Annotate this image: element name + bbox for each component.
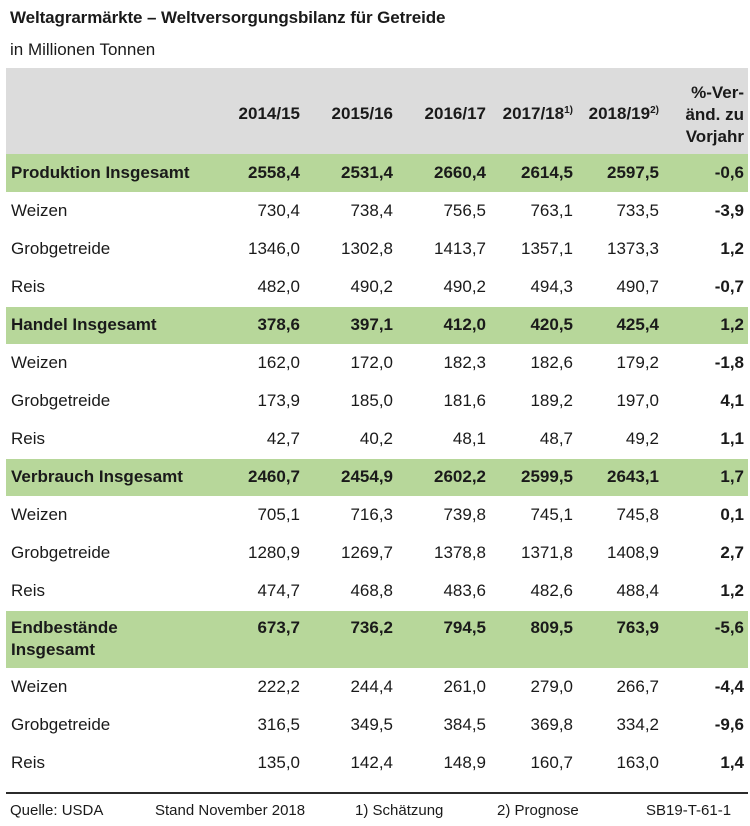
footer-code: SB19-T-61-1 — [646, 802, 732, 819]
column-header-change: %-Ver-änd. zu Vorjahr — [685, 83, 744, 146]
row-label: Weizen — [6, 496, 210, 534]
change-cell: 1,2 — [663, 572, 748, 610]
value-cell: 763,9 — [616, 617, 659, 637]
row-label: Grobgetreide — [6, 534, 210, 572]
value-cell: 474,7 — [210, 572, 304, 610]
value-cell: 2599,5 — [521, 467, 573, 487]
footer-note-estimate: 1) Schätzung — [355, 802, 444, 819]
value-cell: 279,0 — [490, 668, 577, 706]
row-label: Weizen — [6, 192, 210, 230]
value-cell: 1302,8 — [304, 230, 397, 268]
change-cell: -0,7 — [663, 268, 748, 306]
change-cell: 1,4 — [663, 744, 748, 782]
value-cell: 197,0 — [577, 382, 663, 420]
change-cell: 1,1 — [663, 420, 748, 458]
supply-balance-table — [6, 68, 748, 783]
change-cell: 0,1 — [663, 496, 748, 534]
value-cell: 162,0 — [210, 344, 304, 382]
value-cell: 369,8 — [490, 706, 577, 744]
value-cell: 673,7 — [257, 617, 300, 637]
value-cell: 222,2 — [210, 668, 304, 706]
value-cell: 182,3 — [397, 344, 490, 382]
column-header: 2018/19$^{2)}$ — [588, 104, 659, 123]
row-label: Reis — [6, 744, 210, 782]
table-row — [6, 192, 748, 230]
value-cell: 756,5 — [397, 192, 490, 230]
value-cell: 173,9 — [210, 382, 304, 420]
value-cell: 42,7 — [210, 420, 304, 458]
value-cell: 2531,4 — [341, 163, 393, 182]
value-cell: 488,4 — [577, 572, 663, 610]
row-label: Produktion Insgesamt — [11, 163, 190, 182]
table-row — [6, 230, 748, 268]
value-cell: 2660,4 — [434, 163, 486, 182]
value-cell: 425,4 — [616, 315, 659, 335]
footer-divider — [6, 792, 748, 794]
column-header: 2014/15 — [238, 104, 300, 123]
row-label: Grobgetreide — [6, 706, 210, 744]
value-cell: 412,0 — [443, 315, 486, 335]
value-cell: 794,5 — [443, 617, 486, 637]
table-body — [6, 154, 748, 782]
table-row-total — [6, 306, 748, 344]
value-cell: 316,5 — [210, 706, 304, 744]
value-cell: 736,2 — [350, 617, 393, 637]
value-cell: 763,1 — [490, 192, 577, 230]
row-label: Reis — [6, 268, 210, 306]
table-row — [6, 420, 748, 458]
value-cell: 738,4 — [304, 192, 397, 230]
change-cell: 4,1 — [663, 382, 748, 420]
value-cell: 1357,1 — [490, 230, 577, 268]
header-row — [6, 68, 748, 154]
value-cell: 482,0 — [210, 268, 304, 306]
value-cell: 2454,9 — [341, 467, 393, 487]
change-cell: -1,8 — [663, 344, 748, 382]
change-cell: -0,6 — [714, 163, 744, 182]
table-row-total — [6, 154, 748, 192]
value-cell: 48,1 — [397, 420, 490, 458]
value-cell: 384,5 — [397, 706, 490, 744]
value-cell: 172,0 — [304, 344, 397, 382]
change-cell: -5,6 — [714, 617, 744, 637]
value-cell: 1413,7 — [397, 230, 490, 268]
row-label: Grobgetreide — [6, 230, 210, 268]
table-row — [6, 268, 748, 306]
table-row — [6, 706, 748, 744]
value-cell: 490,2 — [397, 268, 490, 306]
value-cell: 490,2 — [304, 268, 397, 306]
row-label: Handel Insgesamt — [11, 315, 157, 335]
value-cell: 2460,7 — [248, 467, 300, 487]
value-cell: 468,8 — [304, 572, 397, 610]
row-label: Reis — [6, 420, 210, 458]
table-row — [6, 668, 748, 706]
change-cell: -4,4 — [663, 668, 748, 706]
value-cell: 142,4 — [304, 744, 397, 782]
value-cell: 809,5 — [530, 617, 573, 637]
value-cell: 349,5 — [304, 706, 397, 744]
row-label: Reis — [6, 572, 210, 610]
value-cell: 266,7 — [577, 668, 663, 706]
value-cell: 40,2 — [304, 420, 397, 458]
change-cell: 1,2 — [720, 315, 744, 335]
value-cell: 2643,1 — [607, 467, 659, 487]
value-cell: 179,2 — [577, 344, 663, 382]
table-row — [6, 344, 748, 382]
value-cell: 2614,5 — [521, 163, 573, 182]
footer-date: Stand November 2018 — [155, 802, 306, 819]
value-cell: 716,3 — [304, 496, 397, 534]
value-cell: 745,1 — [490, 496, 577, 534]
value-cell: 189,2 — [490, 382, 577, 420]
value-cell: 244,4 — [304, 668, 397, 706]
footer-source: Quelle: USDA — [10, 802, 104, 819]
value-cell: 261,0 — [397, 668, 490, 706]
table-subtitle: in Millionen Tonnen — [10, 40, 156, 59]
table-row-total — [6, 610, 748, 668]
value-cell: 739,8 — [397, 496, 490, 534]
value-cell: 334,2 — [577, 706, 663, 744]
value-cell: 494,3 — [490, 268, 577, 306]
value-cell: 48,7 — [490, 420, 577, 458]
change-cell: 1,2 — [663, 230, 748, 268]
value-cell: 182,6 — [490, 344, 577, 382]
table-row — [6, 744, 748, 782]
footer-note-forecast: 2) Prognose — [497, 802, 579, 819]
row-label: Verbrauch Insgesamt — [11, 467, 183, 487]
value-cell: 2558,4 — [248, 163, 300, 182]
value-cell: 135,0 — [210, 744, 304, 782]
table-row — [6, 572, 748, 610]
value-cell: 482,6 — [490, 572, 577, 610]
value-cell: 705,1 — [210, 496, 304, 534]
value-cell: 730,4 — [210, 192, 304, 230]
value-cell: 1371,8 — [490, 534, 577, 572]
change-cell: -9,6 — [663, 706, 748, 744]
table-row — [6, 534, 748, 572]
value-cell: 1408,9 — [577, 534, 663, 572]
value-cell: 163,0 — [577, 744, 663, 782]
value-cell: 2597,5 — [607, 163, 659, 182]
row-label: Endbestände Insgesamt — [11, 617, 118, 659]
value-cell: 160,7 — [490, 744, 577, 782]
value-cell: 185,0 — [304, 382, 397, 420]
value-cell: 2602,2 — [434, 467, 486, 487]
column-header: 2015/16 — [331, 104, 393, 123]
value-cell: 397,1 — [350, 315, 393, 335]
value-cell: 378,6 — [257, 315, 300, 335]
value-cell: 483,6 — [397, 572, 490, 610]
column-header: 2017/18$^{1)}$ — [502, 104, 573, 123]
value-cell: 490,7 — [577, 268, 663, 306]
value-cell: 148,9 — [397, 744, 490, 782]
value-cell: 1269,7 — [304, 534, 397, 572]
table-row-total — [6, 458, 748, 496]
change-cell: 1,7 — [720, 467, 744, 487]
footer — [0, 796, 750, 826]
value-cell: 745,8 — [577, 496, 663, 534]
value-cell: 1346,0 — [210, 230, 304, 268]
value-cell: 420,5 — [530, 315, 573, 335]
value-cell: 181,6 — [397, 382, 490, 420]
table-row — [6, 496, 748, 534]
value-cell: 49,2 — [577, 420, 663, 458]
value-cell: 1378,8 — [397, 534, 490, 572]
row-label: Grobgetreide — [6, 382, 210, 420]
row-label: Weizen — [6, 344, 210, 382]
value-cell: 1373,3 — [577, 230, 663, 268]
table-row — [6, 382, 748, 420]
column-header: 2016/17 — [424, 104, 486, 123]
change-cell: -3,9 — [663, 192, 748, 230]
change-cell: 2,7 — [663, 534, 748, 572]
value-cell: 1280,9 — [210, 534, 304, 572]
table-title: Weltagrarmärkte – Weltversorgungsbilanz für Getreide — [10, 8, 446, 27]
value-cell: 733,5 — [577, 192, 663, 230]
header-empty — [6, 68, 210, 154]
row-label: Weizen — [6, 668, 210, 706]
